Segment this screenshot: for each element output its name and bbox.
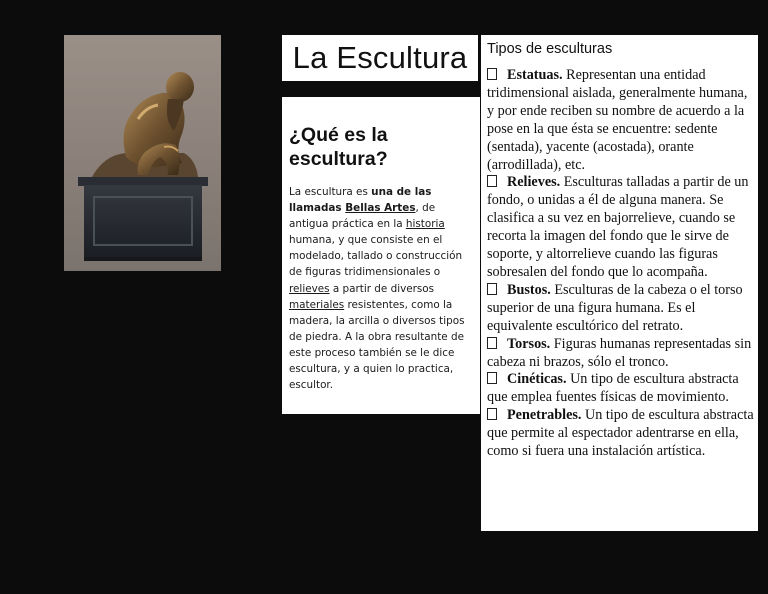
types-panel bbox=[481, 35, 758, 531]
type-name: Penetrables. bbox=[507, 407, 582, 424]
type-item bbox=[487, 371, 754, 407]
type-item bbox=[487, 67, 754, 174]
type-item bbox=[487, 336, 754, 372]
type-description: Esculturas de la cabeza o el torso superior de una figura humana. Es el equivalente escultórico del retrato. bbox=[487, 281, 743, 334]
types-list bbox=[487, 67, 754, 461]
type-name: Bustos. bbox=[507, 281, 551, 298]
paragraph-text: La escultura es bbox=[289, 186, 372, 198]
type-name: Cinéticas. bbox=[507, 371, 567, 388]
paragraph-text: humana, y que consiste en el modelado, tallado o construcción de figuras tridimensionales o bbox=[289, 234, 463, 279]
checkbox-bullet-icon bbox=[487, 68, 497, 80]
checkbox-bullet-icon bbox=[487, 337, 497, 349]
type-description: Figuras humanas representadas sin cabeza ni brazos, sólo el tronco. bbox=[487, 335, 752, 370]
definition-heading: ¿Qué es la escultura? bbox=[289, 124, 388, 170]
paragraph-text: resistentes, como la madera, la arcilla o diversos tipos de piedra. A la obra resultante de este proceso también se le dice escultura, y a quien lo practica, escultor. bbox=[289, 298, 465, 392]
linked-term[interactable]: historia bbox=[405, 218, 445, 231]
type-description: Un tipo de escultura abstracta que emplea fuentes físicas de movimiento. bbox=[487, 371, 739, 406]
thinker-sculpture-icon bbox=[64, 35, 221, 271]
thinker-sculpture-image bbox=[64, 35, 221, 271]
type-name: Torsos. bbox=[507, 335, 551, 352]
checkbox-bullet-icon bbox=[487, 372, 497, 384]
type-name: Relieves. bbox=[507, 174, 561, 191]
type-description: Un tipo de escultura abstracta que permite al espectador adentrarse en ella, como si fuera una instalación artística. bbox=[487, 407, 754, 460]
bold-term: una de las llamadas bbox=[289, 186, 432, 215]
type-item bbox=[487, 282, 754, 336]
type-description: Representan una entidad tridimensional aislada, generalmente humana, y por ende reciben su nombre de acuerdo a la pose en la que ésta se encuentre: sedente (sentada), yacente (acostada), orante (arrodillada), etc. bbox=[487, 67, 748, 173]
type-description: Esculturas talladas a partir de un fondo, o unidas a él de alguna manera. Se clasifica a su vez en bajorrelieve, cuando se recorta la imagen del fondo que le sirve de soporte, y altorrelieve cuando las figuras sobresalen del fondo que lo acompaña. bbox=[487, 174, 749, 280]
checkbox-bullet-icon bbox=[487, 408, 497, 420]
definition-paragraph bbox=[289, 184, 474, 393]
linked-term[interactable]: relieves bbox=[289, 282, 330, 295]
slide-title-box bbox=[282, 35, 478, 81]
bold-term bbox=[345, 202, 415, 214]
type-item bbox=[487, 174, 754, 281]
type-name: Estatuas. bbox=[507, 67, 563, 83]
type-item bbox=[487, 407, 754, 461]
checkbox-bullet-icon bbox=[487, 283, 497, 295]
slide-title: La Escultura bbox=[292, 40, 468, 75]
linked-term[interactable]: Bellas Artes bbox=[345, 202, 416, 215]
paragraph-text: , de antigua práctica en la bbox=[289, 202, 436, 231]
linked-term[interactable]: materiales bbox=[289, 298, 345, 311]
checkbox-bullet-icon bbox=[487, 175, 497, 187]
types-heading: Tipos de esculturas bbox=[487, 41, 613, 57]
paragraph-text: a partir de diversos bbox=[329, 282, 435, 295]
definition-panel bbox=[282, 97, 480, 414]
